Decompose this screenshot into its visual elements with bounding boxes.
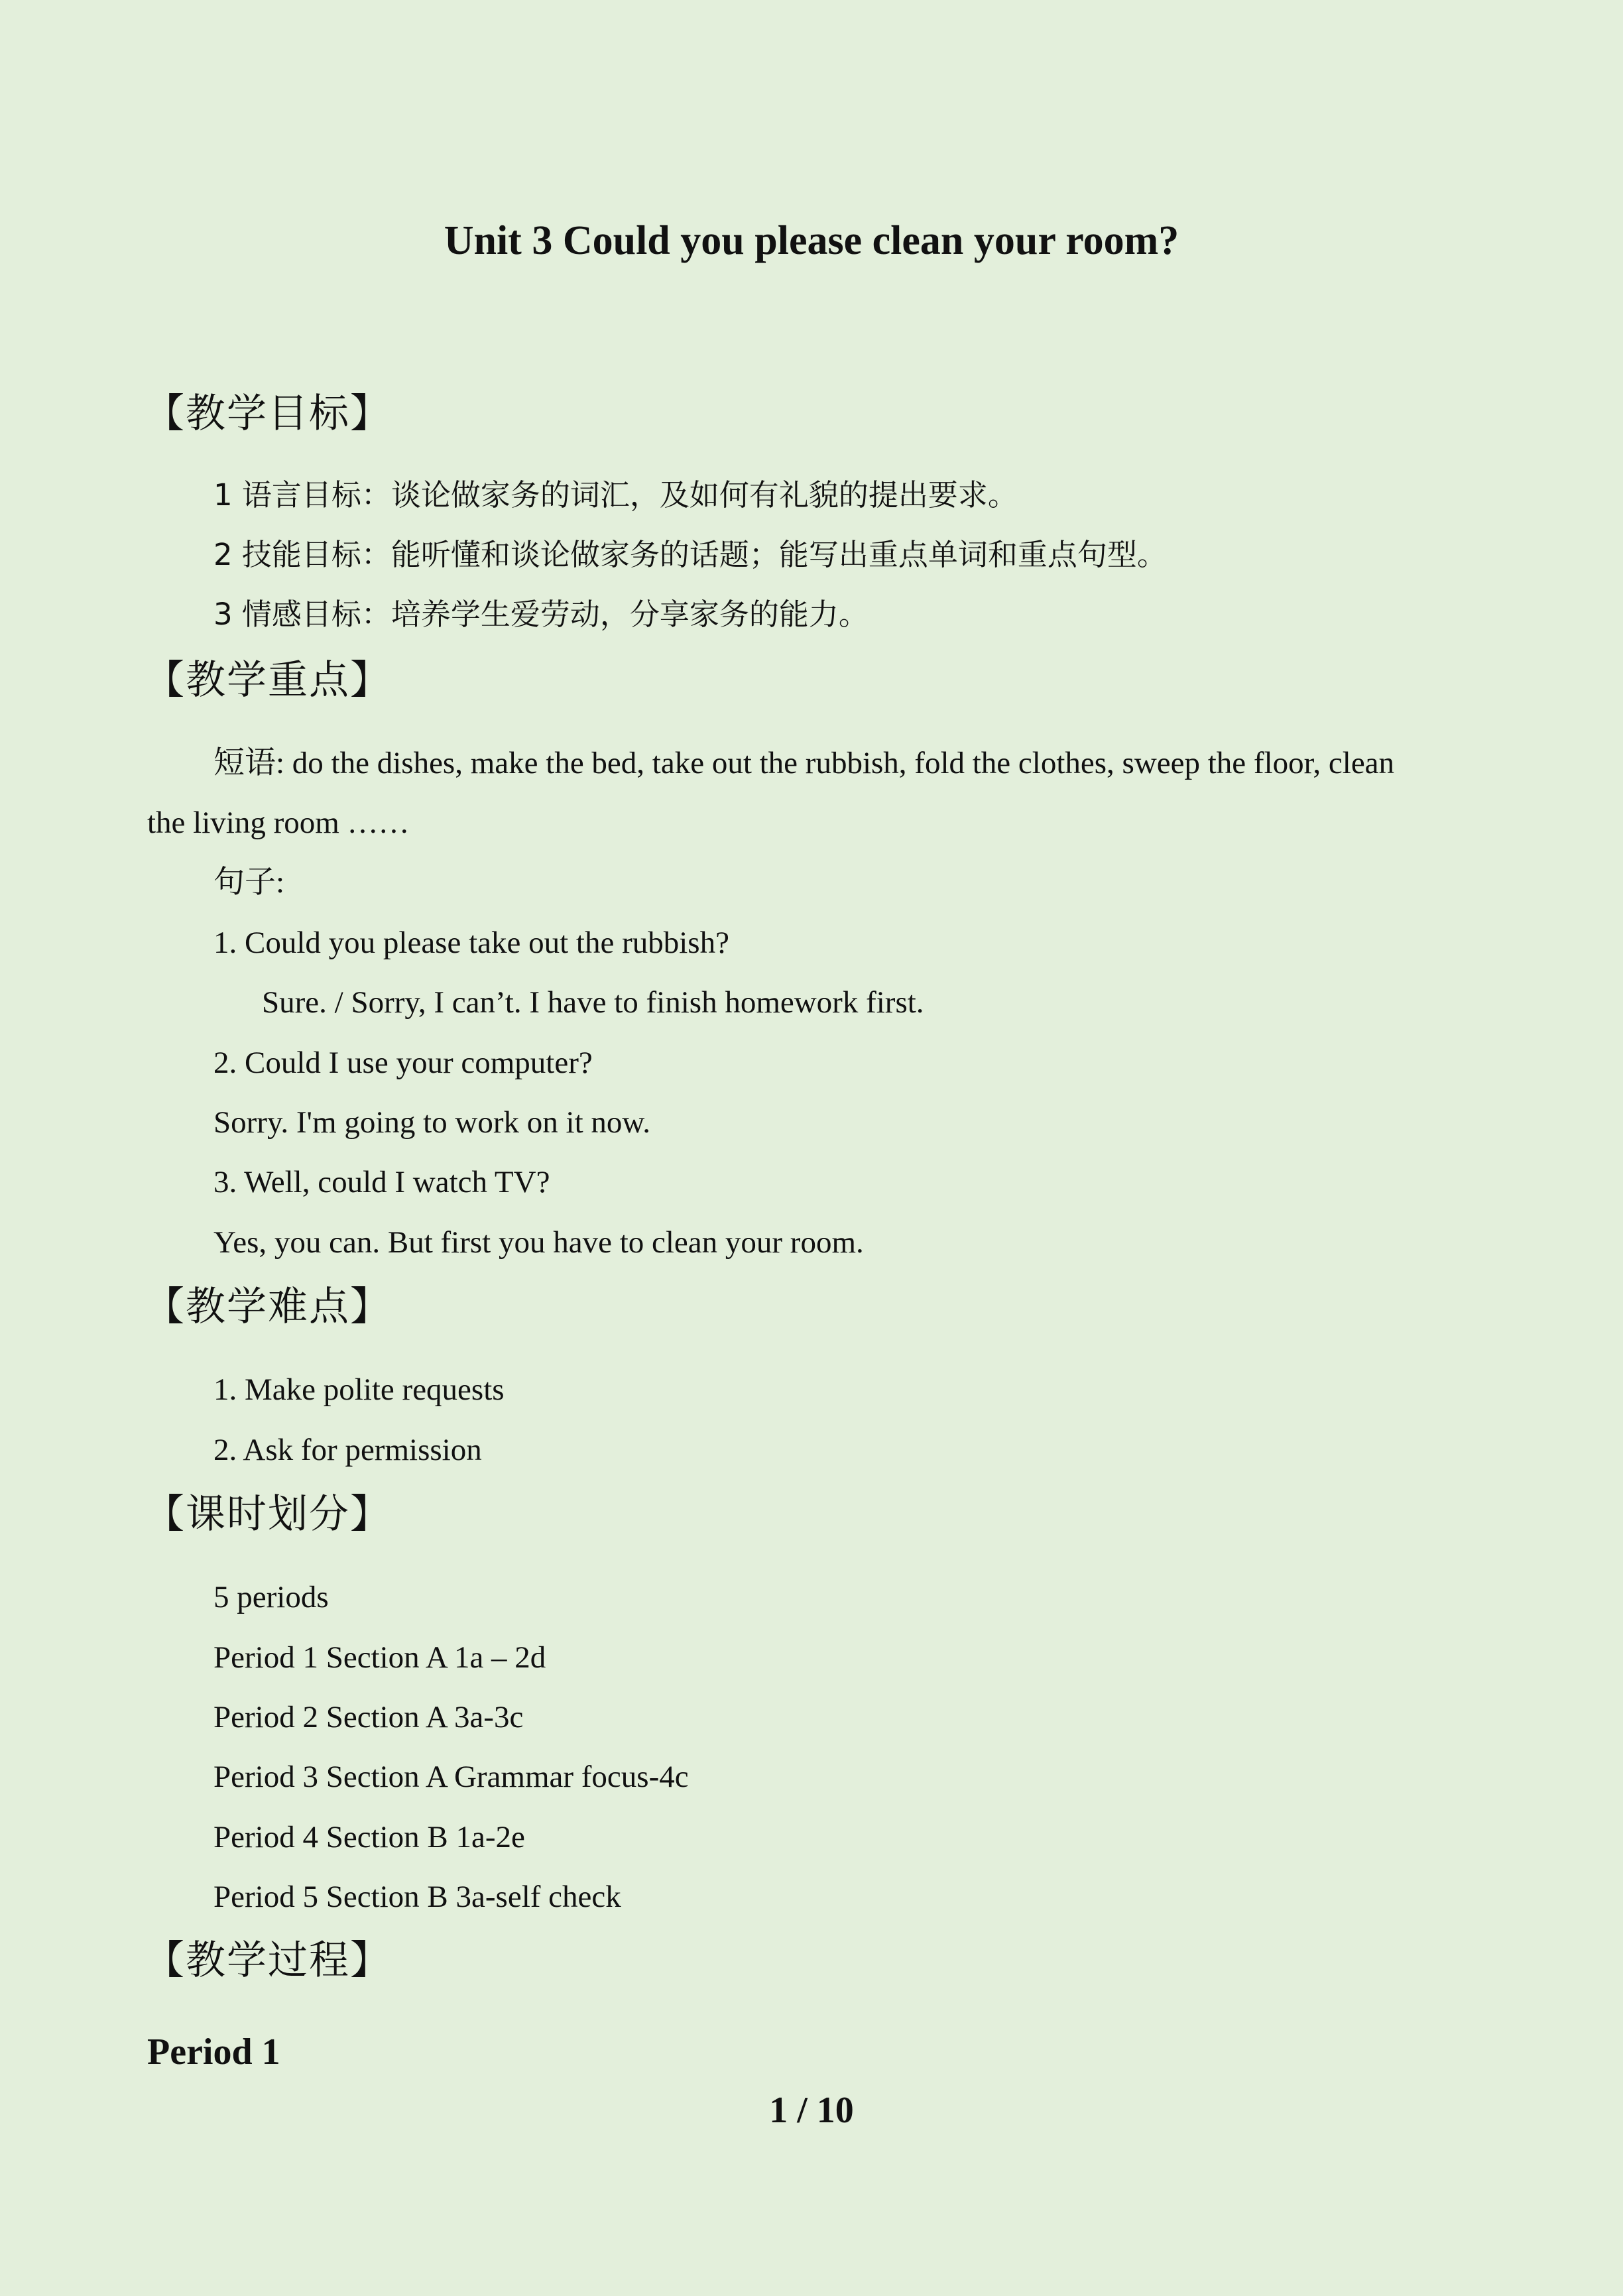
schedule-item: Period 4 Section B 1a-2e xyxy=(213,1820,525,1854)
document-title: Unit 3 Could you please clean your room? xyxy=(444,218,1179,263)
objective-item: 1 语言目标：谈论做家务的词汇，及如何有礼貌的提出要求。 xyxy=(213,477,1018,513)
schedule-item: Period 1 Section A 1a – 2d xyxy=(213,1640,546,1675)
difficulty-item: 2. Ask for permission xyxy=(213,1433,482,1467)
section-heading-process: 【教学过程】 xyxy=(145,1937,391,1984)
key-sentence: Sorry. I'm going to work on it now. xyxy=(213,1105,651,1140)
key-phrases-line: 短语: do the dishes, make the bed, take out the rubbish, fold the clothes, sweep the floor, clean xyxy=(213,746,1395,780)
key-sentence: 2. Could I use your computer? xyxy=(213,1046,593,1080)
period-title: Period 1 xyxy=(147,2031,280,2073)
key-sentence: 1. Could you please take out the rubbish? xyxy=(213,926,729,960)
section-heading-difficulties: 【教学难点】 xyxy=(145,1284,391,1330)
schedule-item: Period 5 Section B 3a-self check xyxy=(213,1880,621,1914)
key-sentence: 3. Well, could I watch TV? xyxy=(213,1165,550,1199)
page-number: 1 / 10 xyxy=(769,2090,854,2131)
difficulty-item: 1. Make polite requests xyxy=(213,1372,505,1407)
schedule-item: Period 2 Section A 3a-3c xyxy=(213,1700,524,1734)
section-heading-objectives: 【教学目标】 xyxy=(145,391,391,437)
key-phrases-line: the living room …… xyxy=(147,806,410,840)
objective-item: 2 技能目标：能听懂和谈论做家务的话题；能写出重点单词和重点句型。 xyxy=(213,537,1167,572)
key-sentence: Yes, you can. But first you have to clean your room. xyxy=(213,1225,864,1260)
schedule-item: Period 3 Section A Grammar focus-4c xyxy=(213,1760,689,1794)
schedule-item: 5 periods xyxy=(213,1580,329,1614)
section-heading-schedule: 【课时划分】 xyxy=(145,1491,391,1538)
key-sentence: Sure. / Sorry, I can’t. I have to finish homework first. xyxy=(262,985,924,1020)
section-heading-key-points: 【教学重点】 xyxy=(145,657,391,703)
sentences-label: 句子: xyxy=(213,865,285,900)
objective-item: 3 情感目标：培养学生爱劳动，分享家务的能力。 xyxy=(213,597,869,632)
